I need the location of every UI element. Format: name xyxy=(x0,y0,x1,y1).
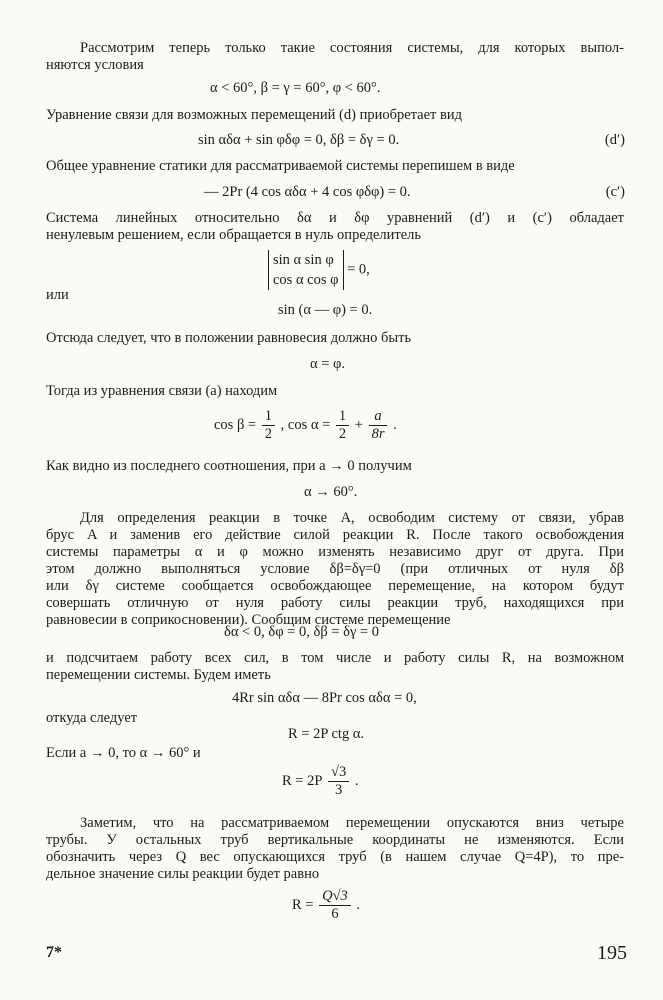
determinant-equation xyxy=(268,250,370,290)
text-line: ненулевым решением, если обращается в нуль определитель xyxy=(46,227,421,243)
equation-limit: α → 60°. xyxy=(304,484,358,500)
equation-d-prime: sin αδα + sin φδφ = 0, δβ = δγ = 0. xyxy=(198,132,400,148)
text-line: Отсюда следует, что в положении равновесия должно быть xyxy=(46,330,412,346)
text-line: дельное значение силы реакции будет равно xyxy=(46,866,320,882)
paragraph-9 xyxy=(46,510,624,629)
denominator: 8r xyxy=(371,426,385,442)
text-line: системы параметры α и φ можно изменять независимо друг от друга. При xyxy=(46,544,624,560)
text-line: брус A и заменив его действие силой реакции R. После такого освобождения xyxy=(46,527,624,543)
page-number: 195 xyxy=(597,942,627,964)
numerator: 1 xyxy=(262,408,275,426)
eq-part: . xyxy=(354,773,359,789)
fraction xyxy=(328,764,349,799)
text-line: Общее уравнение статики для рассматриваемой системы перепишем в виде xyxy=(46,158,515,174)
text-line: Рассмотрим теперь только такие состояния системы, для которых выпол- xyxy=(80,40,624,56)
denominator: 2 xyxy=(264,426,273,442)
denominator: 2 xyxy=(338,426,347,442)
text-line: трубы. У остальных труб вертикальные координаты не изменяются. Если xyxy=(46,832,624,848)
text-line: или xyxy=(46,287,69,303)
paragraph-1 xyxy=(46,40,624,74)
text-line: Система линейных относительно δα и δφ уравнений (d′) и (c′) обладает xyxy=(46,210,624,226)
fraction xyxy=(262,408,275,443)
equation-cos xyxy=(214,408,397,443)
eq-part: . xyxy=(393,417,397,433)
equation-final xyxy=(292,888,360,923)
eq-part: R = 2P xyxy=(282,773,323,789)
text-line: откуда следует xyxy=(46,710,138,726)
numerator: 1 xyxy=(336,408,349,426)
text-line: и подсчитаем работу всех сил, в том числе и работу силы R, на возможном xyxy=(46,650,624,666)
signature-mark: 7* xyxy=(46,944,62,961)
text-line: перемещении системы. Будем иметь xyxy=(46,667,271,683)
fraction xyxy=(319,888,351,923)
equation-sin-diff: sin (α — φ) = 0. xyxy=(278,302,373,318)
text-line: этом должно выполняться условие δβ=δγ=0 (при отличных от нуля δβ xyxy=(46,561,624,577)
text-line: равновесии в соприкосновении). Сообщим системе перемещение xyxy=(46,612,451,628)
equation-displacement: δα < 0, δφ = 0, δβ = δγ = 0 xyxy=(224,624,380,640)
equation-c-prime: — 2Pr (4 cos αδα + 4 cos φδφ) = 0. xyxy=(204,184,411,200)
eq-part: + xyxy=(354,417,363,433)
equation-reaction-limit xyxy=(282,764,359,799)
numerator: √3 xyxy=(328,764,349,782)
eq-part: . xyxy=(356,897,361,913)
equation-work: 4Rr sin αδα — 8Pr cos αδα = 0, xyxy=(232,690,417,706)
eq-part: , cos α = xyxy=(280,417,331,433)
fraction xyxy=(336,408,349,443)
numerator: a xyxy=(369,408,388,426)
text-line: Как видно из последнего соотношения, при a → 0 получим xyxy=(46,458,412,474)
equation-reaction: R = 2P ctg α. xyxy=(288,726,365,742)
paragraph-10 xyxy=(46,650,624,684)
fraction xyxy=(369,408,388,443)
paragraph-13 xyxy=(46,815,624,883)
text-line: совершать отличную от нуля работу силы реакции труб, находящихся при xyxy=(46,595,624,611)
equation-alpha-phi: α = φ. xyxy=(310,356,346,372)
text-line: Для определения реакции в точке A, освободим систему от связи, убрав xyxy=(80,510,624,526)
text-line: обозначить через Q вес опускающихся труб (в нашем случае Q=4P), то пре- xyxy=(46,849,624,865)
equation-tag: (d′) xyxy=(604,132,625,148)
text-line: Тогда из уравнения связи (а) находим xyxy=(46,383,278,399)
denominator: 3 xyxy=(335,782,343,798)
determinant-row: sin α sin φ xyxy=(273,252,334,268)
equation-conditions: α < 60°, β = γ = 60°, φ < 60°. xyxy=(210,80,381,96)
text-line: Заметим, что на рассматриваемом перемещении опускаются вниз четыре xyxy=(80,815,624,831)
paragraph-4 xyxy=(46,210,624,244)
determinant-row: cos α cos φ xyxy=(273,272,339,288)
text-line: Уравнение связи для возможных перемещений (d) приобретает вид xyxy=(46,107,463,123)
equation-tag: (c′) xyxy=(605,184,625,200)
determinant-rhs: = 0, xyxy=(347,261,370,278)
text-line: или δγ системе сообщается освобождающее перемещение, на котором будут xyxy=(46,578,624,594)
text-line: Если a → 0, то α → 60° и xyxy=(46,745,201,761)
eq-part: R = xyxy=(292,897,314,913)
text-line: няются условия xyxy=(46,57,144,73)
determinant xyxy=(268,250,344,290)
eq-part: cos β = xyxy=(214,417,257,433)
numerator: Q√3 xyxy=(319,888,351,906)
denominator: 6 xyxy=(331,906,339,922)
